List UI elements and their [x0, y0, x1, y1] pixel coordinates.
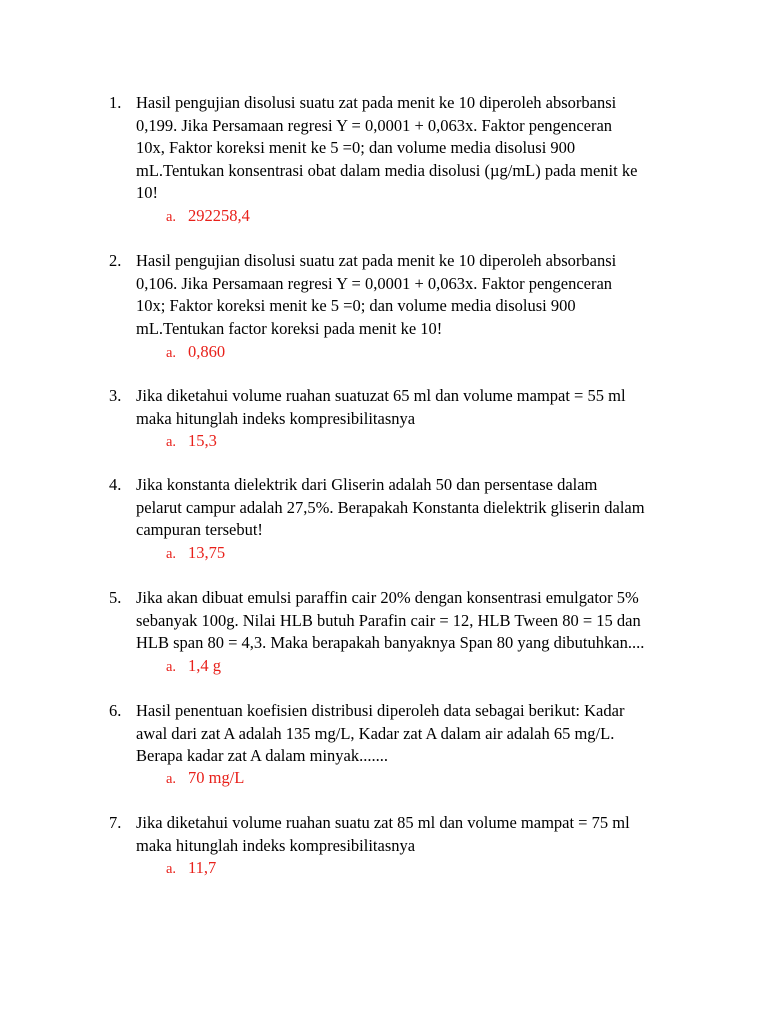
answer-label: a.	[166, 209, 177, 225]
question-line: 10!	[136, 183, 158, 203]
question-line: Hasil pengujian disolusi suatu zat pada menit ke 10 diperoleh absorbansi	[136, 93, 617, 112]
question-text	[136, 700, 684, 768]
answer-value: 70 mg/L	[188, 768, 245, 787]
question-number: 3.	[109, 386, 122, 405]
question-line: maka hitunglah indeks kompresibilitasnya	[136, 408, 416, 428]
answer	[166, 655, 221, 679]
answer	[166, 341, 225, 365]
answer-label: a.	[166, 771, 177, 787]
answer-label: a.	[166, 861, 177, 877]
question-line: Jika konstanta dielektrik dari Gliserin adalah 50 dan persentase dalam	[136, 475, 598, 494]
question-line: Hasil pengujian disolusi suatu zat pada menit ke 10 diperoleh absorbansi	[136, 251, 617, 270]
answer-value: 0,860	[188, 342, 226, 361]
question-text	[136, 92, 684, 205]
question-line: 10x, Faktor koreksi menit ke 5 =0; dan volume media disolusi 900	[136, 138, 576, 158]
answer-label: a.	[166, 345, 177, 361]
question-line: Jika diketahui volume ruahan suatu zat 85 ml dan volume mampat = 75 ml	[136, 813, 630, 832]
answer-value: 1,4 g	[188, 656, 221, 675]
answer	[166, 542, 225, 566]
question-line: mL.Tentukan konsentrasi obat dalam media disolusi (µg/mL) pada menit ke	[136, 160, 638, 180]
question-text	[136, 385, 684, 430]
question-number: 2.	[109, 251, 122, 270]
question-number: 1.	[109, 93, 122, 112]
answer	[166, 205, 250, 229]
question-line: 0,106. Jika Persamaan regresi Y = 0,0001 + 0,063x. Faktor pengenceran	[136, 273, 613, 293]
question-line: Jika diketahui volume ruahan suatuzat 65 ml dan volume mampat = 55 ml	[136, 386, 626, 405]
question-number: 7.	[109, 813, 122, 832]
answer	[166, 857, 216, 881]
question-line: Jika akan dibuat emulsi paraffin cair 20% dengan konsentrasi emulgator 5%	[136, 588, 639, 607]
question-line: pelarut campur adalah 27,5%. Berapakah Konstanta dielektrik gliserin dalam	[136, 497, 645, 517]
answer-label: a.	[166, 434, 177, 450]
answer-value: 11,7	[188, 858, 217, 877]
answer-value: 292258,4	[188, 206, 250, 225]
question-line: awal dari zat A adalah 135 mg/L, Kadar zat A dalam air adalah 65 mg/L.	[136, 723, 615, 743]
question-line: maka hitunglah indeks kompresibilitasnya	[136, 835, 416, 855]
question-line: sebanyak 100g. Nilai HLB butuh Parafin cair = 12, HLB Tween 80 = 15 dan	[136, 610, 641, 630]
question-number: 4.	[109, 475, 122, 494]
question-number: 5.	[109, 588, 122, 607]
question-text	[136, 250, 684, 340]
answer-label: a.	[166, 659, 177, 675]
answer-value: 15,3	[188, 431, 217, 450]
question-line: 10x; Faktor koreksi menit ke 5 =0; dan volume media disolusi 900	[136, 296, 576, 316]
question-line: Berapa kadar zat A dalam minyak.......	[136, 746, 388, 766]
question-line: Hasil penentuan koefisien distribusi diperoleh data sebagai berikut: Kadar	[136, 701, 625, 720]
answer	[166, 767, 244, 791]
question-text	[136, 587, 684, 655]
answer-value: 13,75	[188, 543, 226, 562]
question-line: mL.Tentukan factor koreksi pada menit ke 10!	[136, 318, 443, 338]
question-line: HLB span 80 = 4,3. Maka berapakah banyaknya Span 80 yang dibutuhkan....	[136, 633, 645, 653]
question-text	[136, 474, 684, 542]
answer-label: a.	[166, 546, 177, 562]
question-text	[136, 812, 684, 857]
answer	[166, 430, 217, 454]
question-line: campuran tersebut!	[136, 520, 263, 540]
question-number: 6.	[109, 701, 122, 720]
question-line: 0,199. Jika Persamaan regresi Y = 0,0001 + 0,063x. Faktor pengenceran	[136, 115, 613, 135]
